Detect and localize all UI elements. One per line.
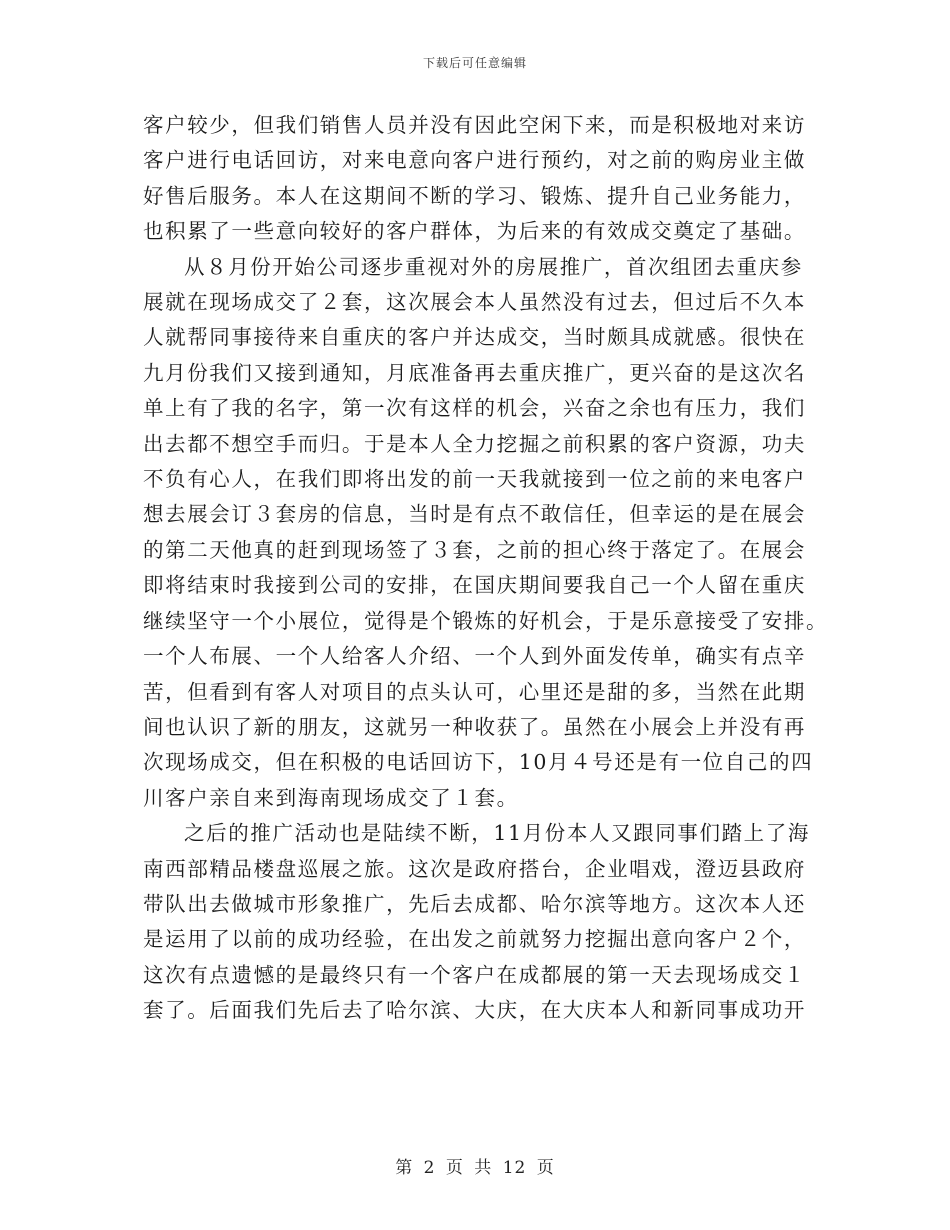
footer-total-word: 共 bbox=[474, 1158, 493, 1178]
text-line: 好售后服务。本人在这期间不断的学习、锻炼、提升自己业务能力， bbox=[143, 183, 806, 208]
text-line: 的第二天他真的赶到现场签了３套，之前的担心终于落定了。在展会 bbox=[143, 537, 806, 562]
text-line: 展就在现场成交了２套，这次展会本人虽然没有过去，但过后不久本 bbox=[143, 290, 806, 315]
paragraph-1 bbox=[143, 108, 807, 250]
footer-suffix: 页 bbox=[536, 1158, 555, 1178]
page-footer bbox=[0, 1153, 950, 1178]
text-line: 带队出去做城市形象推广，先后去成都、哈尔滨等地方。这次本人还 bbox=[143, 891, 806, 916]
text-line: 客户进行电话回访，对来电意向客户进行预约，对之前的购房业主做 bbox=[143, 148, 806, 173]
paragraph-2 bbox=[143, 250, 829, 817]
text-line: 次现场成交，但在积极的电话回访下，10月４号还是有一位自己的四 bbox=[143, 750, 814, 775]
text-line: 想去展会订３套房的信息，当时是有点不敢信任，但幸运的是在展会 bbox=[143, 502, 806, 527]
text-line: 从８月份开始公司逐步重视对外的房展推广，首次组团去重庆参 bbox=[184, 254, 803, 279]
text-line: 套了。后面我们先后去了哈尔滨、大庆，在大庆本人和新同事成功开 bbox=[143, 998, 806, 1023]
header-note: 下载后可任意编辑 bbox=[422, 56, 527, 70]
current-page-number: 2 bbox=[423, 1158, 436, 1178]
text-line: 这次有点遗憾的是最终只有一个客户在成都展的第一天去现场成交１ bbox=[143, 962, 806, 987]
text-line: 是运用了以前的成功经验，在出发之前就努力挖掘出意向客户２个， bbox=[143, 927, 806, 952]
text-line: 出去都不想空手而归。于是本人全力挖掘之前积累的客户资源，功夫 bbox=[143, 431, 806, 456]
text-line: 一个人布展、一个人给客人介绍、一个人到外面发传单，确实有点辛 bbox=[143, 644, 806, 669]
text-line: 即将结束时我接到公司的安排，在国庆期间要我自己一个人留在重庆 bbox=[143, 573, 806, 598]
text-line: 客户较少，但我们销售人员并没有因此空闲下来，而是积极地对来访 bbox=[143, 113, 806, 137]
text-line: 九月份我们又接到通知，月底准备再去重庆推广，更兴奋的是这次名 bbox=[143, 360, 806, 385]
document-body bbox=[143, 108, 829, 1029]
text-line: 苦，但看到有客人对项目的点头认可，心里还是甜的多，当然在此期 bbox=[143, 679, 806, 704]
page-header bbox=[0, 54, 950, 71]
text-line: 间也认识了新的朋友，这就另一种收获了。虽然在小展会上并没有再 bbox=[143, 714, 806, 739]
text-line: 南西部精品楼盘巡展之旅。这次是政府搭台，企业唱戏，澄迈县政府 bbox=[143, 856, 806, 881]
text-line: 川客户亲自来到海南现场成交了１套。 bbox=[143, 785, 519, 810]
footer-prefix: 第 bbox=[395, 1158, 414, 1178]
text-line: 人就帮同事接待来自重庆的客户并达成交，当时颇具成就感。很快在 bbox=[143, 325, 806, 350]
footer-page-word: 页 bbox=[445, 1158, 464, 1178]
paragraph-3 bbox=[143, 816, 810, 1028]
text-line: 单上有了我的名字，第一次有这样的机会，兴奋之余也有压力，我们 bbox=[143, 396, 806, 421]
text-line: 继续坚守一个小展位，觉得是个锻炼的好机会，于是乐意接受了安排。 bbox=[143, 608, 829, 633]
total-pages-number: 12 bbox=[502, 1158, 527, 1178]
text-line: 之后的推广活动也是陆续不断，11月份本人又跟同事们踏上了海 bbox=[184, 821, 810, 846]
text-line: 不负有心人，在我们即将出发的前一天我就接到一位之前的来电客户 bbox=[143, 467, 806, 492]
text-line: 也积累了一些意向较好的客户群体，为后来的有效成交奠定了基础。 bbox=[143, 219, 806, 244]
